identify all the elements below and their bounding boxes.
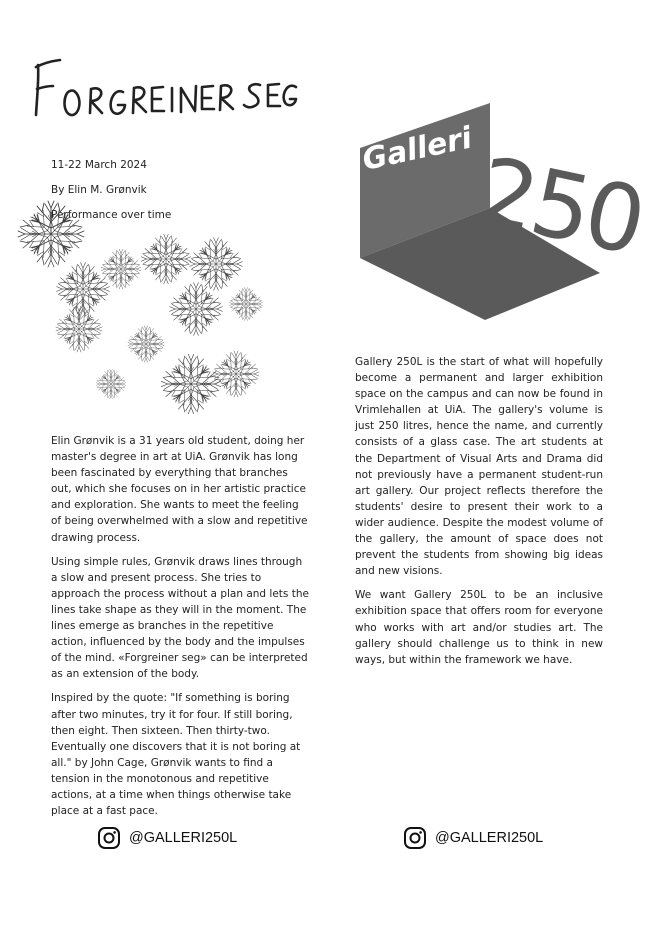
exhibition-dates: 11-22 March 2024 (51, 159, 147, 171)
logo-word: Galleri (359, 120, 476, 178)
logo-number: 250 (468, 136, 651, 276)
instagram-icon (97, 826, 121, 850)
paragraph: Gallery 250L is the start of what will hopefully become a permanent and larger exhibition space on the campus and can now be found in Vrimlehallen at UiA. The gallery's volume is just 250 litres, hence the name, and currently consists of a glass case. The art students at the Department of Visual Arts and Drama did not previously have a permanent student-run art gallery. Our project reflects therefore the students' desire to present their work to a wider audience. Despite the modest volume of the gallery, the amount of space does not prevent the students from showing big ideas and new visions. (355, 356, 603, 578)
exhibition-artist: By Elin M. Grønvik (51, 184, 147, 196)
handwritten-title (30, 55, 300, 125)
instagram-link-right[interactable] (403, 826, 543, 850)
paragraph: Using simple rules, Grønvik draws lines through a slow and present process. She tries to approach the process without a plan and lets the lines take shape as they will in the moment. The lines emerge as branches in the repetitive action, influenced by the body and the impulses of the mind. «Forgreiner seg» can be interpreted as an extension of the body. (51, 555, 309, 681)
artist-description (51, 433, 309, 827)
galleri-250-logo (355, 98, 651, 323)
paragraph: We want Gallery 250L to be an inclusive exhibition space that offers room for everyone who works with art and/or studies art. The gallery should challenge us to think in new ways, but within the framework we have. (355, 589, 603, 666)
instagram-handle: @GALLERI250L (435, 830, 544, 846)
instagram-handle: @GALLERI250L (129, 830, 238, 846)
instagram-link-left[interactable] (97, 826, 237, 850)
paragraph: Inspired by the quote: "If something is boring after two minutes, try it for four. If still boring, then eight. Then sixteen. Then thirty-two. Eventually one discovers that it is not boring at all." by John Cage, Grønvik wants to find a tension in the monotonous and repetitive actions, at a time when things otherwise take place at a fast pace. (51, 692, 301, 818)
gallery-description (355, 354, 603, 676)
paragraph: Elin Grønvik is a 31 years old student, doing her master's degree in art at UiA. Grønvik has long been fascinated by everything that branches out, which she focuses on in her artistic practice and exploration. She wants to meet the feeling of being overwhelmed with a slow and repetitive drawing process. (51, 435, 308, 544)
exhibition-type: Performance over time (51, 209, 172, 221)
branching-drawing-artwork (51, 234, 261, 420)
instagram-icon (403, 826, 427, 850)
